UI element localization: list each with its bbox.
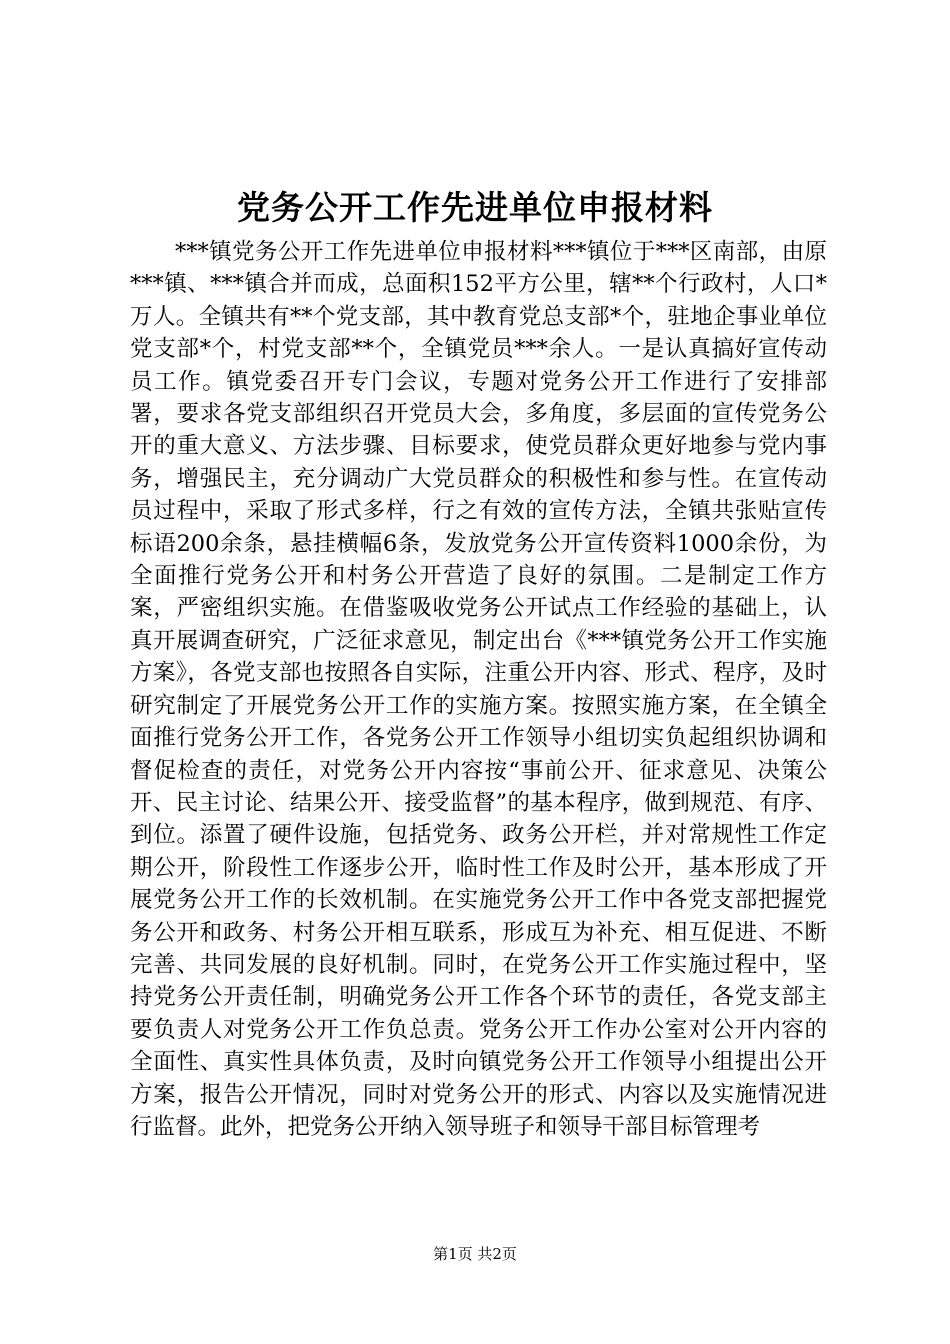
document-title: 党务公开工作先进单位申报材料: [237, 188, 713, 227]
document-body-paragraph: ***镇党务公开工作先进单位申报材料***镇位于***区南部，由原***镇、***镇合并而成，总面积152平方公里，辖**个行政村，人口*万人。全镇共有**个党支部，其中教育党总支部*个，驻地企事业单位党支部*个，村党支部**个，全镇党员***余人。一是认真搞好宣传动员工作。镇党委召开专门会议，专题对党务公开工作进行了安排部署，要求各党支部组织召开党员大会，多角度，多层面的宣传党务公开的重大意义、方法步骤、目标要求，使党员群众更好地参与党内事务，增强民主，充分调动广大党员群众的积极性和参与性。在宣传动员过程中，采取了形式多样，行之有效的宣传方法，全镇共张贴宣传标语200余条，悬挂横幅6条，发放党务公开宣传资料1000余份，为全面推行党务公开和村务公开营造了良好的氛围。二是制定工作方案，严密组织实施。在借鉴吸收党务公开试点工作经验的基础上，认真开展调查研究，广泛征求意见，制定出台《***镇党务公开工作实施方案》，各党支部也按照各自实际，注重公开内容、形式、程序，及时研究制定了开展党务公开工作的实施方案。按照实施方案，在全镇全面推行党务公开工作，各党务公开工作领导小组切实负起组织协调和督促检查的责任，对党务公开内容按“事前公开、征求意见、决策公开、民主讨论、结果公开、接受监督”的基本程序，做到规范、有序、到位。添置了硬件设施，包括党务、政务公开栏，并对常规性工作定期公开，阶段性工作逐步公开，临时性工作及时公开，基本形成了开展党务公开工作的长效机制。在实施党务公开工作中各党支部把握党务公开和政务、村务公开相互联系，形成互为补充、相互促进、不断完善、共同发展的良好机制。同时，在党务公开工作实施过程中，坚持党务公开责任制，明确党务公开工作各个环节的责任，各党支部主要负责人对党务公开工作负总责。党务公开工作办公室对公开内容的全面性、真实性具体负责，及时向镇党务公开工作领导小组提出公开方案，报告公开情况，同时对党务公开的形式、内容以及实施情况进行监督。此外，把党务公开纳入领导班子和领导干部目标管理考: [130, 239, 827, 1140]
page-number-footer: 第1页 共2页: [433, 1245, 517, 1263]
